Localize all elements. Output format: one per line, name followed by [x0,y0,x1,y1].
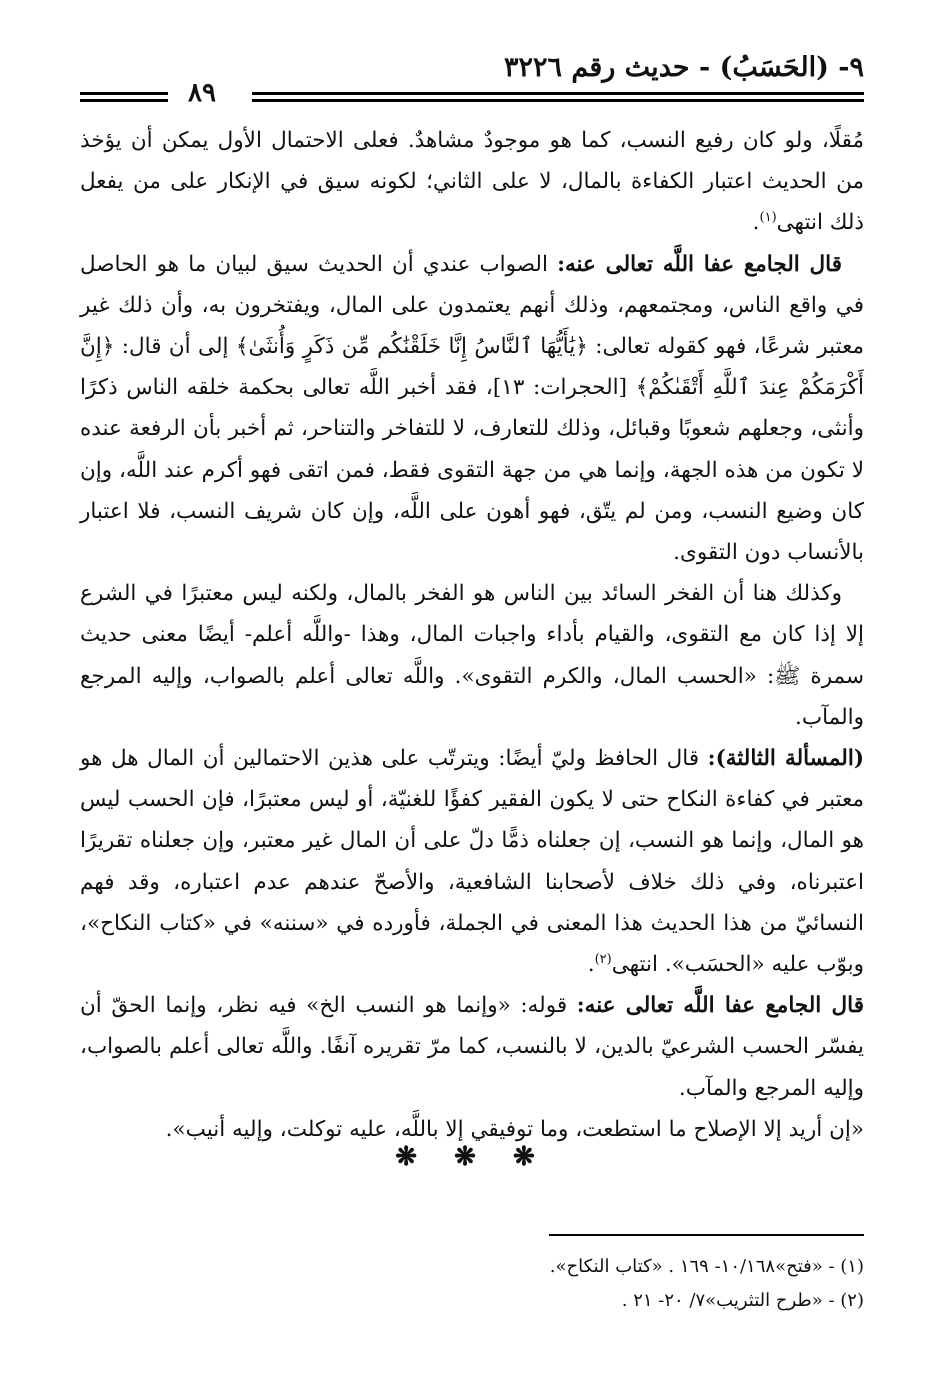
footnote-rule [549,1234,864,1236]
footnote-ref-2: (٢) [594,951,612,967]
footnote-2: (٢) - «طرح التثريب»٧/ ٢٠- ٢١ . [621,1290,864,1311]
chapter-title: ٩- (الحَسَبُ) - حديث رقم ٣٢٢٦ [503,52,864,83]
paragraph-4: (المسألة الثالثة): قال الحافظ وليّ أيضًا: ويترتّب على هذين الاحتمالين أن المال هل هو معتبر في كفاءة النكاح حتى لا يكون الفقير كفؤًا للغنيّة، أو ليس معتبرًا، فإن الحسب ليس هو المال، وإنما هو النسب، إن جعلناه ذمًّا دلّ على أن المال غير معتبر، وإن جعلناه تقريرًا اعتبرناه، وفي ذلك خلاف لأصحابنا الشافعية، والأصحّ عندهم عدم اعتباره، وقد فهم النسائيّ من هذا الحديث هذا المعنى في الجملة، فأورده في «سننه» في «كتاب النكاح»، وبوّب عليه «الحسَب». انتهى$^{(٢)}$. [80,746,864,978]
section-separator: ❋ ❋ ❋ [395,1142,549,1172]
header-rule-left-lower [80,99,168,102]
paragraph-1: مُقلًا، ولو كان رفيع النسب، كما هو موجودٌ مشاهدٌ. فعلى الاحتمال الأول يمكن أن يؤخذ من الحديث اعتبار الكفاءة بالمال، لا على الثاني؛ لكونه سيق في الإنكار على من يفعل ذلك انتهى$^{(١)}$. [80,128,864,236]
compiler-remark-lead-2: قال الجامع عفا اللَّه تعالى عنه: [576,993,864,1019]
page-number: ٨٩ [188,78,216,108]
footnote-1: (١) - «فتح»١٠/١٦٨- ١٦٩ . «كتاب النكاح». [549,1256,864,1277]
body-text [80,120,864,1150]
compiler-remark-lead: قال الجامع عفا اللَّه تعالى عنه: [557,251,842,277]
header-rule-left [80,92,168,95]
issue-three-heading: (المسألة الثالثة): [707,746,864,772]
footnote-ref-1: (١) [759,210,777,226]
closing-quote: «إن أريد إلا الإصلاح ما استطعت، وما توفيقي إلا باللَّه، عليه توكلت، وإليه أنيب». [165,1116,864,1142]
header-rule-right-lower [252,99,864,102]
header-rule-right [252,92,864,95]
footnotes [80,1250,864,1318]
paragraph-2: قال الجامع عفا اللَّه تعالى عنه: الصواب عندي أن الحديث سيق لبيان ما هو الحاصل في واقع الناس، ومجتمعهم، وذلك أنهم يعتمدون على المال، ويفتخرون به، وأن ذلك غير معتبر شرعًا، فهو كقوله تعالى: ﴿يَٰأَيُّهَا ٱلنَّاسُ إِنَّا خَلَقْنَٰكُم مِّن ذَكَرٍ وَأُنثَىٰ﴾ إلى أن قال: ﴿إِنَّ أَكْرَمَكُمْ عِندَ ٱللَّهِ أَتْقَىٰكُمْ﴾ [الحجرات: ١٣]، فقد أخبر اللَّه تعالى بحكمة خلقه الناس ذكرًا وأنثى، وجعلهم شعوبًا وقبائل، وذلك للتعارف، لا للتفاخر والتناحر، ثم أخبر بأن الرفعة عنده لا تكون من هذه الجهة، وإنما هي من جهة التقوى فقط، فمن اتقى فهو أكرم عند اللَّه، وإن كان وضيع النسب، ومن لم يتّق، فهو أهون على اللَّه، وإن كان شريف النسب، فلا اعتبار بالأنساب دون التقوى. [80,251,864,566]
paragraph-5: قال الجامع عفا اللَّه تعالى عنه: قوله: «وإنما هو النسب الخ» فيه نظر، وإنما الحقّ أن يفسّر الحسب الشرعيّ بالدين، لا بالنسب، كما مرّ تقريره آنفًا. واللَّه تعالى أعلم بالصواب، وإليه المرجع والمآب. [80,993,864,1101]
paragraph-3: وكذلك هنا أن الفخر السائد بين الناس هو الفخر بالمال، ولكنه ليس معتبرًا في الشرع إلا إذا كان مع التقوى، والقيام بأداء واجبات المال، وهذا -واللَّه أعلم- أيضًا معنى حديث سمرة ﷺ: «الحسب المال، والكرم التقوى». واللَّه تعالى أعلم بالصواب، وإليه المرجع والمآب. [80,581,864,730]
page-header [80,52,864,110]
